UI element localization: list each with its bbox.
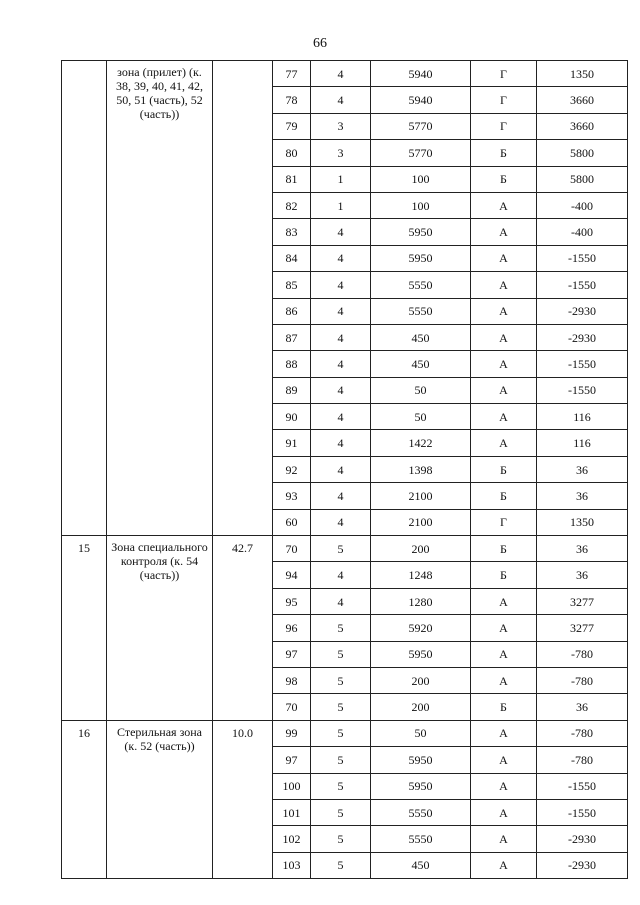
offset-cell: 5800 bbox=[537, 140, 628, 166]
axis-letter-cell: Г bbox=[471, 509, 537, 535]
floor-cell: 4 bbox=[311, 61, 371, 87]
point-number-cell: 84 bbox=[273, 245, 311, 271]
floor-cell: 4 bbox=[311, 351, 371, 377]
offset-cell: -1550 bbox=[537, 799, 628, 825]
axis-letter-cell: Б bbox=[471, 140, 537, 166]
offset-cell: -1550 bbox=[537, 272, 628, 298]
axis-letter-cell: А bbox=[471, 404, 537, 430]
offset-cell: 1350 bbox=[537, 509, 628, 535]
offset-cell: -400 bbox=[537, 192, 628, 218]
zone-number-cell bbox=[62, 61, 107, 536]
coordinates-table bbox=[61, 60, 628, 879]
offset-cell: -2930 bbox=[537, 324, 628, 350]
floor-cell: 5 bbox=[311, 773, 371, 799]
offset-cell: -2930 bbox=[537, 826, 628, 852]
page-number: 66 bbox=[313, 36, 327, 51]
floor-cell: 4 bbox=[311, 588, 371, 614]
floor-cell: 4 bbox=[311, 456, 371, 482]
point-number-cell: 96 bbox=[273, 615, 311, 641]
axis-letter-cell: А bbox=[471, 324, 537, 350]
axis-letter-cell: А bbox=[471, 272, 537, 298]
axis-letter-cell: Г bbox=[471, 61, 537, 87]
coordinate-cell: 5550 bbox=[371, 799, 471, 825]
axis-letter-cell: А bbox=[471, 667, 537, 693]
offset-cell: 5800 bbox=[537, 166, 628, 192]
floor-cell: 1 bbox=[311, 166, 371, 192]
zone-area-cell: 42.7 bbox=[213, 536, 273, 721]
coordinate-cell: 5940 bbox=[371, 87, 471, 113]
point-number-cell: 86 bbox=[273, 298, 311, 324]
axis-letter-cell: А bbox=[471, 641, 537, 667]
floor-cell: 5 bbox=[311, 720, 371, 746]
floor-cell: 5 bbox=[311, 694, 371, 720]
point-number-cell: 80 bbox=[273, 140, 311, 166]
floor-cell: 5 bbox=[311, 826, 371, 852]
floor-cell: 5 bbox=[311, 667, 371, 693]
point-number-cell: 91 bbox=[273, 430, 311, 456]
axis-letter-cell: Б bbox=[471, 562, 537, 588]
point-number-cell: 97 bbox=[273, 641, 311, 667]
axis-letter-cell: Б bbox=[471, 694, 537, 720]
coordinate-cell: 5950 bbox=[371, 219, 471, 245]
point-number-cell: 97 bbox=[273, 747, 311, 773]
offset-cell: 36 bbox=[537, 456, 628, 482]
floor-cell: 4 bbox=[311, 483, 371, 509]
point-number-cell: 70 bbox=[273, 536, 311, 562]
coordinate-cell: 450 bbox=[371, 351, 471, 377]
point-number-cell: 99 bbox=[273, 720, 311, 746]
axis-letter-cell: А bbox=[471, 219, 537, 245]
point-number-cell: 79 bbox=[273, 113, 311, 139]
point-number-cell: 94 bbox=[273, 562, 311, 588]
zone-name-cell: Зона специального контроля (к. 54 (часть)) bbox=[107, 536, 213, 721]
offset-cell: -780 bbox=[537, 641, 628, 667]
point-number-cell: 85 bbox=[273, 272, 311, 298]
zone-name-cell: Стерильная зона (к. 52 (часть)) bbox=[107, 720, 213, 878]
offset-cell: 3660 bbox=[537, 113, 628, 139]
floor-cell: 5 bbox=[311, 799, 371, 825]
coordinate-cell: 50 bbox=[371, 720, 471, 746]
axis-letter-cell: А bbox=[471, 245, 537, 271]
coordinate-cell: 2100 bbox=[371, 509, 471, 535]
coordinate-cell: 5950 bbox=[371, 747, 471, 773]
offset-cell: 116 bbox=[537, 430, 628, 456]
offset-cell: 3277 bbox=[537, 615, 628, 641]
offset-cell: -780 bbox=[537, 720, 628, 746]
point-number-cell: 102 bbox=[273, 826, 311, 852]
axis-letter-cell: А bbox=[471, 351, 537, 377]
floor-cell: 5 bbox=[311, 852, 371, 878]
offset-cell: -2930 bbox=[537, 852, 628, 878]
coordinate-cell: 5950 bbox=[371, 641, 471, 667]
offset-cell: -1550 bbox=[537, 351, 628, 377]
offset-cell: -2930 bbox=[537, 298, 628, 324]
point-number-cell: 81 bbox=[273, 166, 311, 192]
offset-cell: 36 bbox=[537, 694, 628, 720]
point-number-cell: 88 bbox=[273, 351, 311, 377]
floor-cell: 4 bbox=[311, 562, 371, 588]
point-number-cell: 78 bbox=[273, 87, 311, 113]
axis-letter-cell: А bbox=[471, 747, 537, 773]
floor-cell: 4 bbox=[311, 298, 371, 324]
point-number-cell: 83 bbox=[273, 219, 311, 245]
axis-letter-cell: А bbox=[471, 588, 537, 614]
coordinate-cell: 5920 bbox=[371, 615, 471, 641]
axis-letter-cell: А bbox=[471, 852, 537, 878]
point-number-cell: 89 bbox=[273, 377, 311, 403]
coordinate-cell: 5770 bbox=[371, 113, 471, 139]
coordinate-cell: 5770 bbox=[371, 140, 471, 166]
point-number-cell: 101 bbox=[273, 799, 311, 825]
axis-letter-cell: Б bbox=[471, 536, 537, 562]
floor-cell: 5 bbox=[311, 615, 371, 641]
coordinate-cell: 5940 bbox=[371, 61, 471, 87]
coordinate-cell: 5950 bbox=[371, 245, 471, 271]
coordinate-cell: 50 bbox=[371, 377, 471, 403]
axis-letter-cell: Б bbox=[471, 483, 537, 509]
zone-area-cell: 10.0 bbox=[213, 720, 273, 878]
axis-letter-cell: Б bbox=[471, 456, 537, 482]
floor-cell: 3 bbox=[311, 113, 371, 139]
table-row bbox=[62, 61, 628, 87]
zone-number-cell: 15 bbox=[62, 536, 107, 721]
point-number-cell: 82 bbox=[273, 192, 311, 218]
coordinate-cell: 200 bbox=[371, 694, 471, 720]
floor-cell: 4 bbox=[311, 404, 371, 430]
floor-cell: 5 bbox=[311, 536, 371, 562]
point-number-cell: 60 bbox=[273, 509, 311, 535]
floor-cell: 4 bbox=[311, 272, 371, 298]
coordinate-cell: 100 bbox=[371, 166, 471, 192]
offset-cell: 36 bbox=[537, 562, 628, 588]
point-number-cell: 103 bbox=[273, 852, 311, 878]
coordinate-cell: 5550 bbox=[371, 298, 471, 324]
axis-letter-cell: А bbox=[471, 377, 537, 403]
axis-letter-cell: А bbox=[471, 430, 537, 456]
floor-cell: 5 bbox=[311, 641, 371, 667]
coordinate-cell: 5550 bbox=[371, 826, 471, 852]
floor-cell: 4 bbox=[311, 245, 371, 271]
offset-cell: 3277 bbox=[537, 588, 628, 614]
axis-letter-cell: А bbox=[471, 615, 537, 641]
point-number-cell: 77 bbox=[273, 61, 311, 87]
coordinate-cell: 200 bbox=[371, 667, 471, 693]
axis-letter-cell: Г bbox=[471, 87, 537, 113]
offset-cell: -400 bbox=[537, 219, 628, 245]
coordinate-cell: 2100 bbox=[371, 483, 471, 509]
offset-cell: -1550 bbox=[537, 245, 628, 271]
floor-cell: 1 bbox=[311, 192, 371, 218]
axis-letter-cell: А bbox=[471, 826, 537, 852]
axis-letter-cell: А bbox=[471, 192, 537, 218]
offset-cell: 3660 bbox=[537, 87, 628, 113]
coordinate-cell: 50 bbox=[371, 404, 471, 430]
floor-cell: 4 bbox=[311, 324, 371, 350]
zone-area-cell bbox=[213, 61, 273, 536]
offset-cell: -1550 bbox=[537, 377, 628, 403]
floor-cell: 3 bbox=[311, 140, 371, 166]
axis-letter-cell: А bbox=[471, 298, 537, 324]
floor-cell: 4 bbox=[311, 219, 371, 245]
point-number-cell: 100 bbox=[273, 773, 311, 799]
table-row bbox=[62, 536, 628, 562]
coordinate-cell: 1280 bbox=[371, 588, 471, 614]
point-number-cell: 90 bbox=[273, 404, 311, 430]
coordinate-cell: 200 bbox=[371, 536, 471, 562]
offset-cell: 36 bbox=[537, 536, 628, 562]
coordinate-cell: 1248 bbox=[371, 562, 471, 588]
floor-cell: 4 bbox=[311, 87, 371, 113]
offset-cell: 36 bbox=[537, 483, 628, 509]
point-number-cell: 98 bbox=[273, 667, 311, 693]
axis-letter-cell: Г bbox=[471, 113, 537, 139]
axis-letter-cell: Б bbox=[471, 166, 537, 192]
floor-cell: 5 bbox=[311, 747, 371, 773]
axis-letter-cell: А bbox=[471, 799, 537, 825]
coordinate-cell: 450 bbox=[371, 324, 471, 350]
floor-cell: 4 bbox=[311, 509, 371, 535]
table-row bbox=[62, 720, 628, 746]
zone-name-cell: зона (прилет) (к. 38, 39, 40, 41, 42, 50, 51 (часть), 52 (часть)) bbox=[107, 61, 213, 536]
coordinate-cell: 1398 bbox=[371, 456, 471, 482]
floor-cell: 4 bbox=[311, 377, 371, 403]
point-number-cell: 95 bbox=[273, 588, 311, 614]
floor-cell: 4 bbox=[311, 430, 371, 456]
offset-cell: -780 bbox=[537, 667, 628, 693]
coordinate-cell: 450 bbox=[371, 852, 471, 878]
point-number-cell: 70 bbox=[273, 694, 311, 720]
coordinate-cell: 1422 bbox=[371, 430, 471, 456]
coordinate-cell: 100 bbox=[371, 192, 471, 218]
offset-cell: -780 bbox=[537, 747, 628, 773]
axis-letter-cell: А bbox=[471, 773, 537, 799]
point-number-cell: 92 bbox=[273, 456, 311, 482]
offset-cell: 116 bbox=[537, 404, 628, 430]
axis-letter-cell: А bbox=[471, 720, 537, 746]
point-number-cell: 93 bbox=[273, 483, 311, 509]
coordinate-cell: 5550 bbox=[371, 272, 471, 298]
coordinate-cell: 5950 bbox=[371, 773, 471, 799]
zone-number-cell: 16 bbox=[62, 720, 107, 878]
offset-cell: 1350 bbox=[537, 61, 628, 87]
point-number-cell: 87 bbox=[273, 324, 311, 350]
offset-cell: -1550 bbox=[537, 773, 628, 799]
